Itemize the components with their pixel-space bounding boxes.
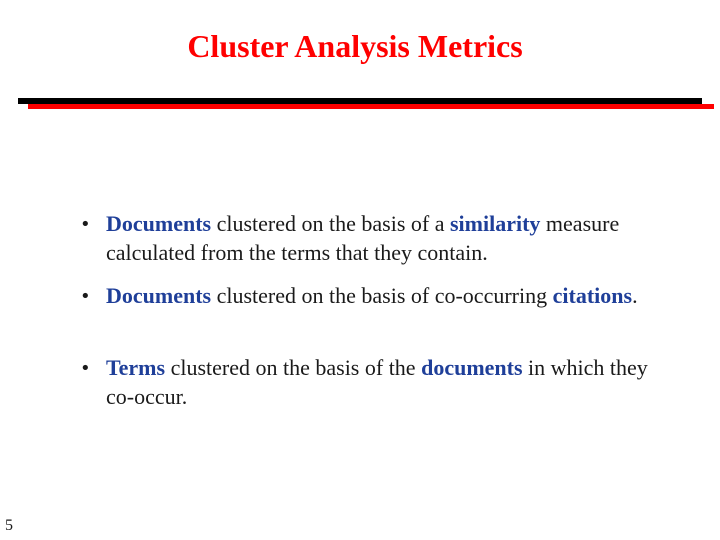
bullet-text (106, 209, 676, 267)
title-rule-red (28, 104, 714, 109)
bullet-icon: • (80, 214, 91, 235)
bullet-text-part: in which they co-occur. (106, 355, 648, 409)
bullet-icon: • (80, 358, 91, 379)
bullet-text-part: Terms (106, 355, 166, 380)
bullet-text-part: citations (552, 283, 633, 308)
bullet-text-part: similarity (449, 211, 541, 236)
bullet-text-part: documents (421, 355, 523, 380)
bullet-text-part: clustered on the basis of the (165, 355, 422, 380)
bullet-text (106, 353, 676, 411)
page-number: 5 (5, 517, 13, 534)
bullet-text-part: clustered on the basis of co-occurring (211, 283, 553, 308)
bullet-text-part: Documents (106, 211, 212, 236)
slide-title: Cluster Analysis Metrics (187, 28, 523, 64)
bullet-icon: • (80, 286, 91, 307)
bullet-text-part: . (632, 283, 638, 308)
bullet-text-part: clustered on the basis of a (211, 211, 450, 236)
bullet-text (106, 281, 676, 310)
bullet-text-part: measure calculated from the terms that they contain. (106, 211, 620, 265)
bullet-text-part: Documents (106, 283, 212, 308)
